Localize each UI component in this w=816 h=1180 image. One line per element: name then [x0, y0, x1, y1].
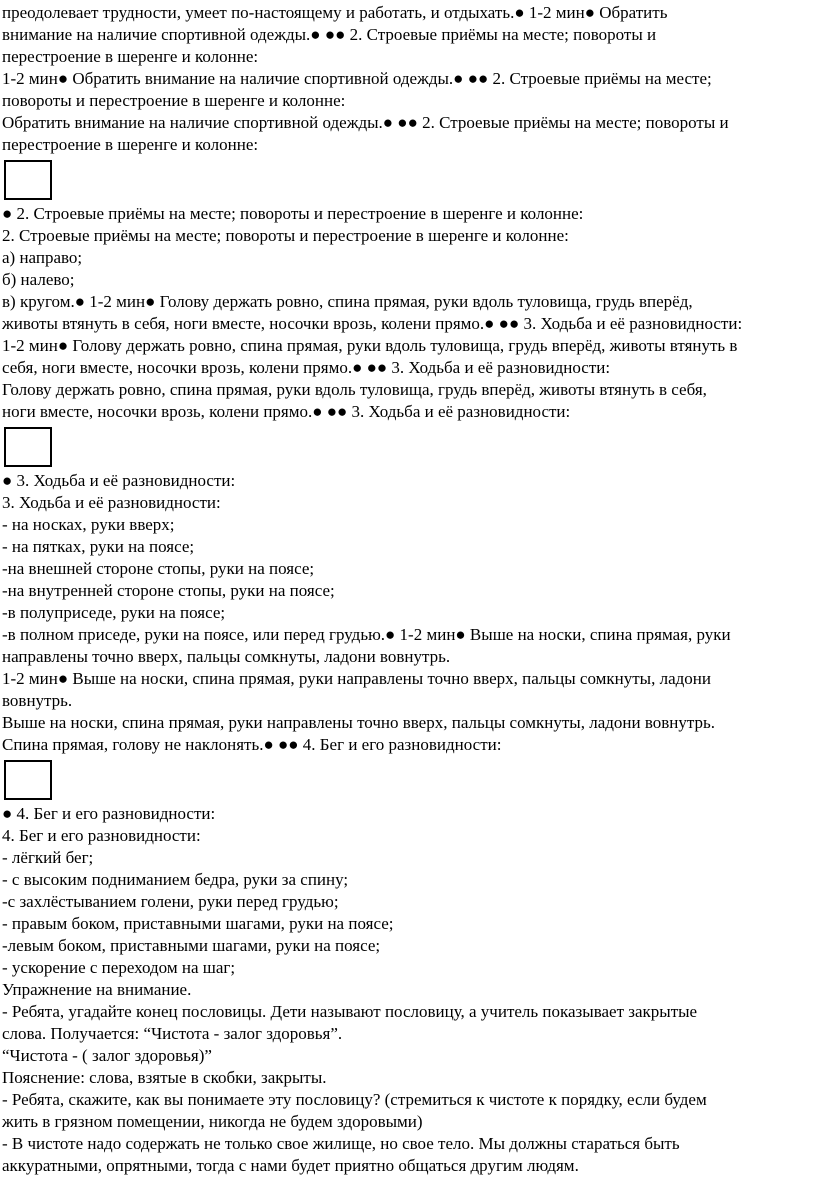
text-line: 2. Строевые приёмы на месте; повороты и перестроение в шеренге и колонне: — [2, 226, 569, 245]
text-line: -в полном приседе, руки на поясе, или перед грудью.● 1-2 мин● Выше на носки, спина прямая, руки — [2, 625, 731, 644]
text-line: жить в грязном помещении, никогда не будем здоровыми) — [2, 1112, 423, 1131]
text-line: 4. Бег и его разновидности: — [2, 826, 201, 845]
text-line: Упражнение на внимание. — [2, 980, 192, 999]
text-line: а) направо; — [2, 248, 83, 267]
text-line: 1-2 мин● Голову держать ровно, спина прямая, руки вдоль туловища, грудь вперёд, животы втянуть в — [2, 336, 738, 355]
text-line: “Чистота - ( залог здоровья)” — [2, 1046, 212, 1065]
text-line: Спина прямая, голову не наклонять.● ●● 4. Бег и его разновидности: — [2, 735, 502, 754]
text-line: преодолевает трудности, умеет по-настоящему и работать, и отдыхать.● 1-2 мин● Обратить — [2, 3, 668, 22]
empty-image-box — [4, 427, 52, 467]
text-line: животы втянуть в себя, ноги вместе, носочки врозь, колени прямо.● ●● 3. Ходьба и её разновидности: — [2, 314, 743, 333]
text-line: себя, ноги вместе, носочки врозь, колени прямо.● ●● 3. Ходьба и её разновидности: — [2, 358, 611, 377]
text-line: Голову держать ровно, спина прямая, руки вдоль туловища, грудь вперёд, животы втянуть в себя, — [2, 380, 707, 399]
text-line: повороты и перестроение в шеренге и колонне: — [2, 91, 346, 110]
text-line: Выше на носки, спина прямая, руки направлены точно вверх, пальцы сомкнуты, ладони вовнутрь. — [2, 713, 716, 732]
text-line: - на пятках, руки на поясе; — [2, 537, 195, 556]
text-line: - Ребята, скажите, как вы понимаете эту пословицу? (стремиться к чистоте к порядку, если будем — [2, 1090, 707, 1109]
empty-image-box — [4, 160, 52, 200]
text-line: -левым боком, приставными шагами, руки на поясе; — [2, 936, 381, 955]
text-line: внимание на наличие спортивной одежды.● ●● 2. Строевые приёмы на месте; повороты и — [2, 25, 657, 44]
text-line: - лёгкий бег; — [2, 848, 94, 867]
text-line: 1-2 мин● Обратить внимание на наличие спортивной одежды.● ●● 2. Строевые приёмы на месте; — [2, 69, 712, 88]
text-line: -с захлёстыванием голени, руки перед грудью; — [2, 892, 339, 911]
text-line: ● 2. Строевые приёмы на месте; повороты и перестроение в шеренге и колонне: — [2, 204, 584, 223]
empty-image-box — [4, 760, 52, 800]
text-line: б) налево; — [2, 270, 75, 289]
text-line: - В чистоте надо содержать не только свое жилище, но свое тело. Мы должны стараться быть — [2, 1134, 680, 1153]
text-line: - Ребята, угадайте конец пословицы. Дети называют пословицу, а учитель показывает закрытые — [2, 1002, 698, 1021]
text-line: 3. Ходьба и её разновидности: — [2, 493, 221, 512]
text-line: направлены точно вверх, пальцы сомкнуты, ладони вовнутрь. — [2, 647, 451, 666]
text-line: вовнутрь. — [2, 691, 73, 710]
text-line: Обратить внимание на наличие спортивной одежды.● ●● 2. Строевые приёмы на месте; повороты и — [2, 113, 729, 132]
text-line: ● 3. Ходьба и её разновидности: — [2, 471, 236, 490]
text-line: - с высоким подниманием бедра, руки за спину; — [2, 870, 349, 889]
text-line: перестроение в шеренге и колонне: — [2, 135, 259, 154]
text-line: ноги вместе, носочки врозь, колени прямо.● ●● 3. Ходьба и её разновидности: — [2, 402, 571, 421]
text-line: -в полуприседе, руки на поясе; — [2, 603, 226, 622]
text-line: в) кругом.● 1-2 мин● Голову держать ровно, спина прямая, руки вдоль туловища, грудь вперёд, — [2, 292, 693, 311]
text-line: -на внутренней стороне стопы, руки на поясе; — [2, 581, 335, 600]
text-line: перестроение в шеренге и колонне: — [2, 47, 259, 66]
text-line: ● 4. Бег и его разновидности: — [2, 804, 216, 823]
text-line: - на носках, руки вверх; — [2, 515, 175, 534]
text-line: Пояснение: слова, взятые в скобки, закрыты. — [2, 1068, 327, 1087]
text-line: аккуратными, опрятными, тогда с нами будет приятно общаться другим людям. — [2, 1156, 579, 1175]
text-line: - правым боком, приставными шагами, руки на поясе; — [2, 914, 394, 933]
text-line: слова. Получается: “Чистота - залог здоровья”. — [2, 1024, 343, 1043]
text-line: 1-2 мин● Выше на носки, спина прямая, руки направлены точно вверх, пальцы сомкнуты, ладони — [2, 669, 711, 688]
text-line: -на внешней стороне стопы, руки на поясе; — [2, 559, 315, 578]
text-line: - ускорение с переходом на шаг; — [2, 958, 236, 977]
